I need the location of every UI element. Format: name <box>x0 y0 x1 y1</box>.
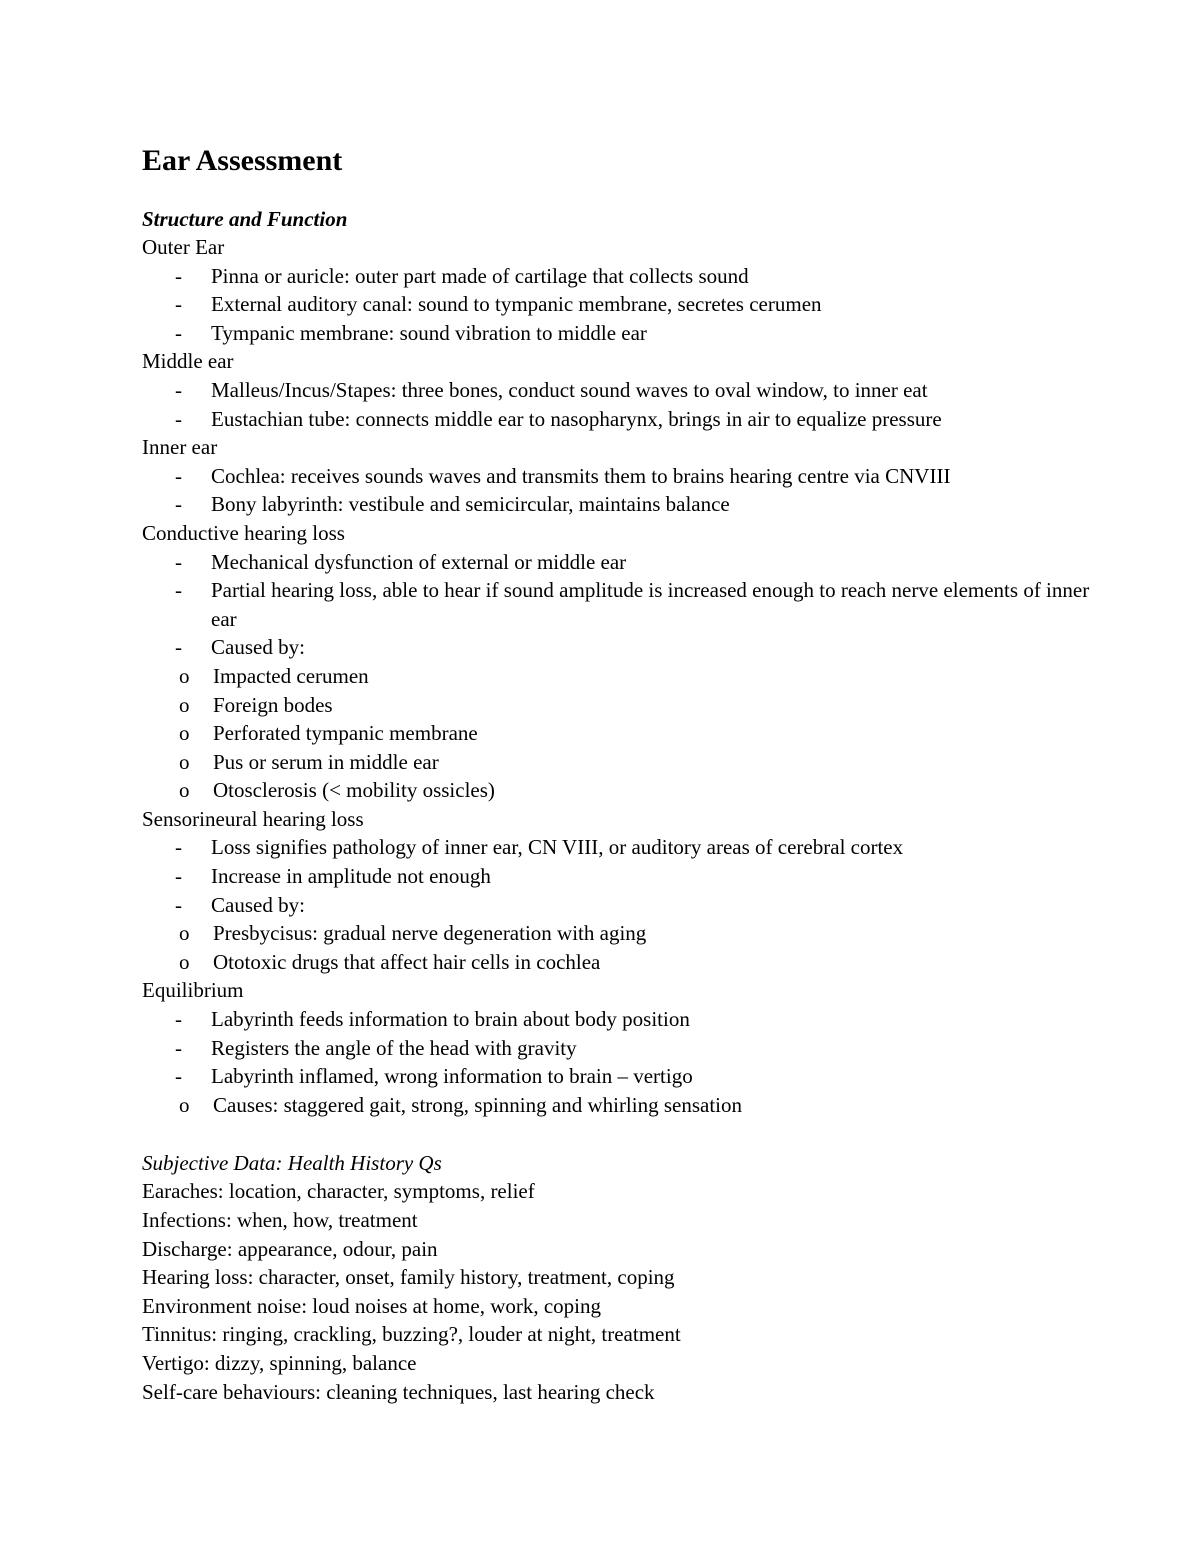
dash-bullet: - <box>175 635 182 660</box>
list-item-text: Caused by: <box>211 635 305 660</box>
list-item <box>142 319 1102 348</box>
history-item: Environment noise: loud noises at home, work, coping <box>142 1293 602 1318</box>
history-item: Earaches: location, character, symptoms, relief <box>142 1179 535 1204</box>
sub-list-item <box>142 776 1102 805</box>
dash-bullet: - <box>175 1064 182 1089</box>
list-item <box>142 405 1102 434</box>
sub-list-item-text: Perforated tympanic membrane <box>213 721 478 746</box>
dash-bullet: - <box>175 263 182 288</box>
structure-groups <box>142 233 1102 1119</box>
document-title: Ear Assessment <box>142 144 343 177</box>
list-item-text: Malleus/Incus/Stapes: three bones, conduct sound waves to oval window, to inner eat <box>211 377 928 402</box>
group-label: Outer Ear <box>142 235 225 259</box>
sub-list-item-text: Presbycisus: gradual nerve degeneration with aging <box>213 921 647 946</box>
bullet-list <box>142 376 1102 433</box>
dash-bullet: - <box>175 549 182 574</box>
list-item-text: Tympanic membrane: sound vibration to middle ear <box>211 320 647 345</box>
structure-heading: Structure and Function <box>142 207 348 231</box>
sub-list-item-text: Causes: staggered gait, strong, spinning and whirling sensation <box>213 1092 743 1117</box>
sub-list-item-text: Impacted cerumen <box>213 663 369 688</box>
bullet-list <box>142 462 1102 519</box>
sub-list-item-text: Otosclerosis (< mobility ossicles) <box>213 778 495 803</box>
circle-bullet: o <box>179 921 190 946</box>
sub-list <box>142 919 1102 976</box>
sub-list-item <box>142 919 1102 948</box>
history-item: Infections: when, how, treatment <box>142 1208 418 1232</box>
sub-list <box>142 662 1102 805</box>
dash-bullet: - <box>175 292 182 317</box>
circle-bullet: o <box>179 778 190 803</box>
subjective-heading: Subjective Data: Health History Qs <box>142 1151 442 1176</box>
list-item-text: Labyrinth feeds information to brain about body position <box>211 1007 690 1032</box>
sub-list-item <box>142 1091 1102 1120</box>
history-item: Tinnitus: ringing, crackling, buzzing?, louder at night, treatment <box>142 1322 681 1347</box>
list-item-text: Mechanical dysfunction of external or middle ear <box>211 549 627 574</box>
group-label: Equilibrium <box>142 978 244 1003</box>
group-label: Conductive hearing loss <box>142 520 345 545</box>
sub-list-item-text: Ototoxic drugs that affect hair cells in cochlea <box>213 949 601 974</box>
list-item-text: Bony labyrinth: vestibule and semicircular, maintains balance <box>211 492 730 517</box>
circle-bullet: o <box>179 949 190 974</box>
bullet-list <box>142 1005 1102 1119</box>
list-item <box>142 376 1102 405</box>
sub-list-item <box>142 719 1102 748</box>
dash-bullet: - <box>175 492 182 517</box>
dash-bullet: - <box>175 1035 182 1060</box>
bullet-list <box>142 548 1102 805</box>
sub-list-holder <box>142 662 1102 805</box>
list-item <box>142 576 1102 633</box>
history-item: Self-care behaviours: cleaning techniques, last hearing check <box>142 1379 655 1404</box>
circle-bullet: o <box>179 692 190 717</box>
circle-bullet: o <box>179 749 190 774</box>
sub-list-item <box>142 691 1102 720</box>
dash-bullet: - <box>175 892 182 917</box>
sub-list-item <box>142 748 1102 777</box>
list-item <box>142 548 1102 577</box>
sub-list-item-text: Pus or serum in middle ear <box>213 749 439 774</box>
list-item-text: External auditory canal: sound to tympanic membrane, secretes cerumen <box>211 292 822 317</box>
list-item <box>142 1062 1102 1091</box>
group-label: Inner ear <box>142 435 218 460</box>
circle-bullet: o <box>179 721 190 746</box>
list-item <box>142 862 1102 891</box>
list-item <box>142 1005 1102 1034</box>
history-item: Hearing loss: character, onset, family history, treatment, coping <box>142 1265 675 1290</box>
dash-bullet: - <box>175 864 182 889</box>
sub-list-holder <box>142 919 1102 976</box>
list-item-text: Increase in amplitude not enough <box>211 864 491 889</box>
list-item-text: Partial hearing loss, able to hear if sound amplitude is increased enough to reach nerve elements of inner ear <box>211 578 1090 631</box>
circle-bullet: o <box>179 663 190 688</box>
dash-bullet: - <box>175 320 182 345</box>
bullet-list <box>142 262 1102 348</box>
list-item <box>142 891 1102 920</box>
bullet-list <box>142 833 1102 976</box>
sub-list-item <box>142 948 1102 977</box>
list-item-text: Caused by: <box>211 892 305 917</box>
list-item <box>142 262 1102 291</box>
list-item-text: Pinna or auricle: outer part made of cartilage that collects sound <box>211 263 749 288</box>
document-page <box>142 143 1102 1406</box>
dash-bullet: - <box>175 406 182 431</box>
history-item: Vertigo: dizzy, spinning, balance <box>142 1350 417 1375</box>
circle-bullet: o <box>179 1092 190 1117</box>
list-item <box>142 462 1102 491</box>
dash-bullet: - <box>175 578 182 603</box>
group-label: Middle ear <box>142 349 234 374</box>
history-item: Discharge: appearance, odour, pain <box>142 1236 438 1261</box>
list-item-text: Eustachian tube: connects middle ear to nasopharynx, brings in air to equalize pressure <box>211 406 942 431</box>
list-item-text: Loss signifies pathology of inner ear, CN VIII, or auditory areas of cerebral cortex <box>211 835 904 860</box>
history-list <box>142 1177 1102 1406</box>
list-item-text: Labyrinth inflamed, wrong information to brain – vertigo <box>211 1064 693 1089</box>
dash-bullet: - <box>175 1007 182 1032</box>
list-item <box>142 290 1102 319</box>
dash-bullet: - <box>175 377 182 402</box>
list-item <box>142 490 1102 519</box>
list-item <box>142 633 1102 662</box>
sub-list-item-text: Foreign bodes <box>213 692 333 717</box>
list-item <box>142 1034 1102 1063</box>
list-item-text: Cochlea: receives sounds waves and transmits them to brains hearing centre via CNVIII <box>211 463 951 488</box>
sub-list-holder <box>142 1091 1102 1120</box>
list-item-text: Registers the angle of the head with gravity <box>211 1035 577 1060</box>
dash-bullet: - <box>175 463 182 488</box>
sub-list-item <box>142 662 1102 691</box>
sub-list <box>142 1091 1102 1120</box>
list-item <box>142 833 1102 862</box>
dash-bullet: - <box>175 835 182 860</box>
group-label: Sensorineural hearing loss <box>142 806 364 831</box>
